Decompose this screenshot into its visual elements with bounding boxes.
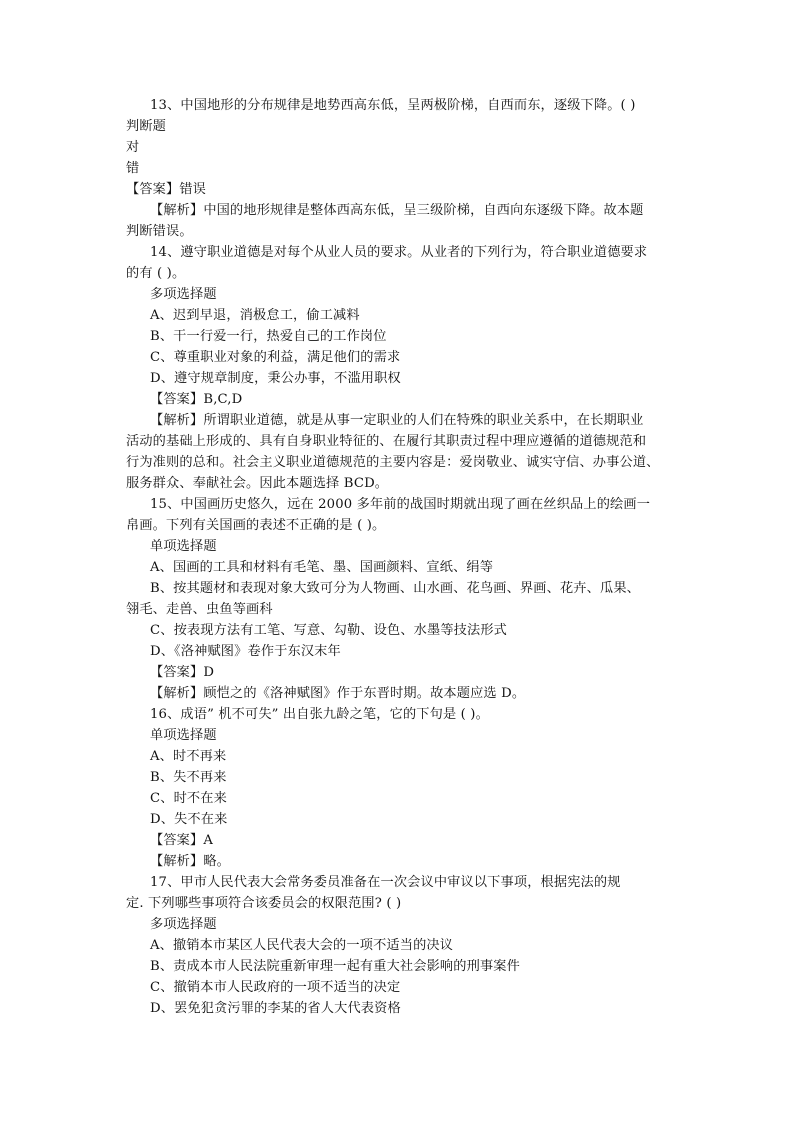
q16-option-d: D、失不在来 (150, 812, 228, 827)
q14-analysis-line-4: 服务群众、奉献社会。因此本题选择 BCD。 (126, 476, 389, 491)
q16-option-a: A、时不再来 (150, 749, 227, 764)
q15-type: 单项选择题 (150, 539, 217, 554)
q13-answer: 【答案】错误 (126, 182, 207, 197)
q15-option-b-cont: 翎毛、走兽、虫鱼等画科 (126, 602, 273, 617)
q13-analysis-line-2: 判断错误。 (126, 224, 193, 239)
q15-analysis-line-1: 【解析】顾恺之的《洛神赋图》作于东晋时期。故本题应选 D。 (150, 686, 526, 701)
q13-type: 判断题 (126, 119, 167, 134)
q14-analysis-line-2: 活动的基础上形成的、具有自身职业特征的、在履行其职责过程中理应遵循的道德规范和 (126, 434, 647, 449)
q15-option-b: B、按其题材和表现对象大致可分为人物画、山水画、花鸟画、界画、花卉、瓜果、 (150, 581, 640, 596)
q14-stem-line-1: 14、遵守职业道德是对每个从业人员的要求。从业者的下列行为，符合职业道德要求 (150, 245, 648, 260)
q16-answer: 【答案】A (150, 833, 214, 848)
q13-option-2: 错 (126, 161, 140, 176)
q17-type: 多项选择题 (150, 917, 217, 932)
q16-option-c: C、时不在来 (150, 791, 227, 806)
q17-option-c: C、撤销本市人民政府的一项不适当的决定 (150, 980, 401, 995)
q15-option-d: D、《洛神赋图》卷作于东汉末年 (150, 644, 341, 659)
q14-analysis-line-1: 【解析】所谓职业道德，就是从事一定职业的人们在特殊的职业关系中，在长期职业 (150, 413, 644, 428)
q15-option-c: C、按表现方法有工笔、写意、勾勒、设色、水墨等技法形式 (150, 623, 508, 638)
q17-stem-line-1: 17、甲市人民代表大会常务委员准备在一次会议中审议以下事项，根据宪法的规 (150, 875, 621, 890)
q14-type: 多项选择题 (150, 287, 217, 302)
q15-answer: 【答案】D (150, 665, 215, 680)
q14-option-c: C、尊重职业对象的利益，满足他们的需求 (150, 350, 401, 365)
q14-analysis-line-3: 行为准则的总和。社会主义职业道德规范的主要内容是：爱岗敬业、诚实守信、办事公道、 (126, 455, 660, 470)
q13-option-1: 对 (126, 140, 140, 155)
q17-option-b: B、责成本市人民法院重新审理一起有重大社会影响的刑事案件 (150, 959, 520, 974)
q14-option-a: A、迟到早退，消极怠工，偷工减料 (150, 308, 360, 323)
q14-stem-line-2: 的有 ( )。 (126, 266, 186, 281)
q14-option-b: B、干一行爱一行，热爱自己的工作岗位 (150, 329, 387, 344)
q16-analysis-line-1: 【解析】略。 (150, 854, 231, 869)
q14-answer: 【答案】B,C,D (150, 392, 243, 407)
q13-stem-line-1: 13、中国地形的分布规律是地势西高东低，呈两极阶梯，自西而东，逐级下降。( ) (150, 98, 636, 113)
q16-type: 单项选择题 (150, 728, 217, 743)
q16-stem-line-1: 16、成语” 机不可失” 出自张九龄之笔，它的下句是 ( )。 (150, 707, 489, 722)
q15-stem-line-1: 15、中国画历史悠久，远在 2000 多年前的战国时期就出现了画在丝织品上的绘画一 (150, 497, 651, 512)
q15-stem-line-2: 帛画。下列有关国画的表述不正确的是 ( )。 (126, 518, 386, 533)
q14-option-d: D、遵守规章制度，秉公办事，不滥用职权 (150, 371, 401, 386)
q15-option-a: A、国画的工具和材料有毛笔、墨、国画颜料、宣纸、绢等 (150, 560, 494, 575)
q13-analysis-line-1: 【解析】中国的地形规律是整体西高东低，呈三级阶梯，自西向东逐级下降。故本题 (150, 203, 644, 218)
q16-option-b: B、失不再来 (150, 770, 227, 785)
q17-stem-line-2: 定. 下列哪些事项符合该委员会的权限范围? ( ) (126, 896, 402, 911)
q17-option-d: D、罢免犯贪污罪的李某的省人大代表资格 (150, 1001, 401, 1016)
q17-option-a: A、撤销本市某区人民代表大会的一项不适当的决议 (150, 938, 454, 953)
